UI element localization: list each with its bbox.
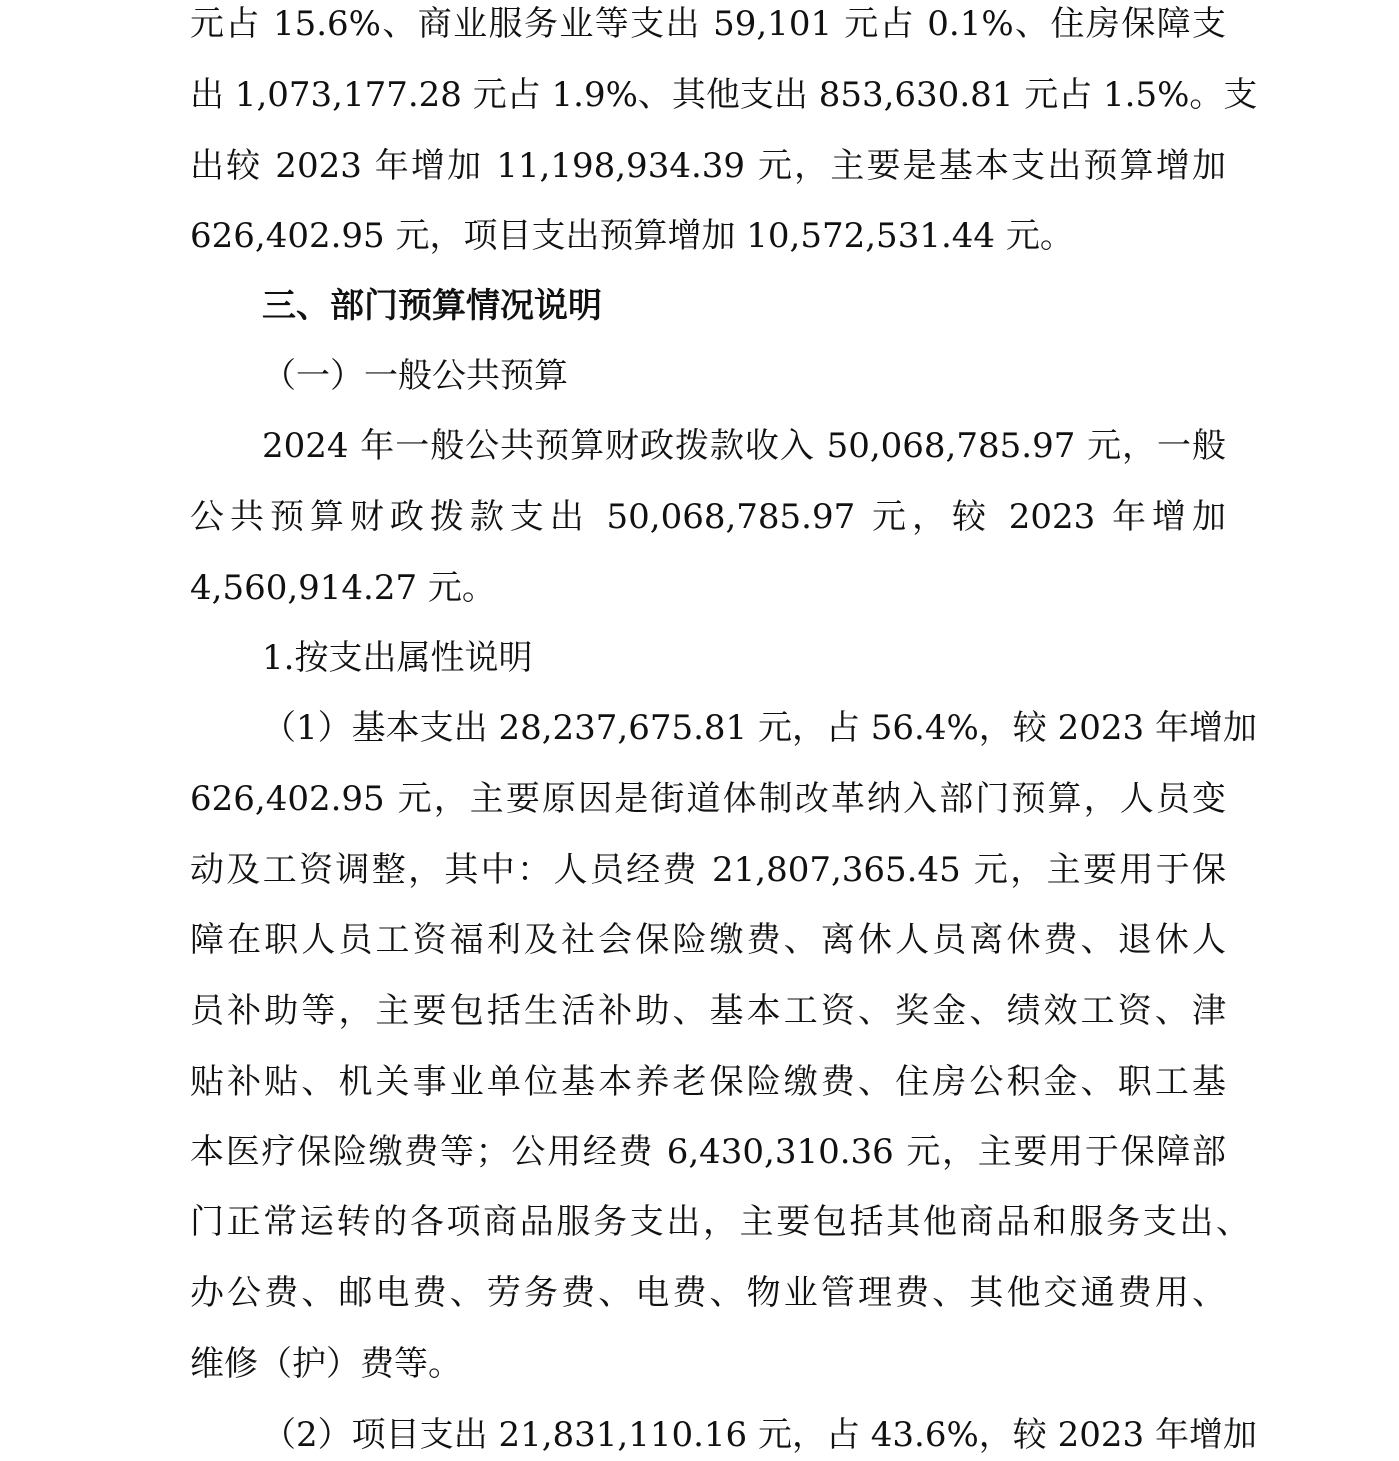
text-line-4: 626,402.95 元，项目支出预算增加 10,572,531.44 元。 — [190, 216, 1074, 256]
text-line-20: 维修（护）费等。 — [190, 1344, 462, 1384]
section-heading: 三、部门预算情况说明 — [262, 286, 602, 326]
text-line-2: 出 1,073,177.28 元占 1.9%、其他支出 853,630.81 元占 1.5%。支 — [190, 75, 1258, 115]
text-line-12: 626,402.95 元，主要原因是街道体制改革纳入部门预算，人员变 — [190, 779, 1226, 819]
text-line-3: 出较 2023 年增加 11,198,934.39 元，主要是基本支出预算增加 — [190, 146, 1226, 186]
subsection-heading: （一）一般公共预算 — [262, 356, 568, 396]
text-line-19: 办公费、邮电费、劳务费、电费、物业管理费、其他交通费用、 — [190, 1273, 1226, 1313]
text-line-11: （1）基本支出 28,237,675.81 元，占 56.4%，较 2023 年增加 — [262, 708, 1257, 748]
text-line-8: 公共预算财政拨款支出 50,068,785.97 元，较 2023 年增加 — [190, 497, 1226, 537]
text-line-13: 动及工资调整，其中：人员经费 21,807,365.45 元，主要用于保 — [190, 850, 1226, 890]
text-line-9: 4,560,914.27 元。 — [190, 568, 496, 608]
text-line-16: 贴补贴、机关事业单位基本养老保险缴费、住房公积金、职工基 — [190, 1062, 1226, 1102]
text-line-14: 障在职人员工资福利及社会保险缴费、离休人员离休费、退休人 — [190, 920, 1226, 960]
text-line-1: 元占 15.6%、商业服务业等支出 59,101 元占 0.1%、住房保障支 — [190, 4, 1226, 44]
item-heading: 1.按支出属性说明 — [262, 638, 533, 678]
text-line-7: 2024 年一般公共预算财政拨款收入 50,068,785.97 元，一般 — [262, 426, 1226, 466]
text-line-17: 本医疗保险缴费等；公用经费 6,430,310.36 元，主要用于保障部 — [190, 1132, 1226, 1172]
text-line-15: 员补助等，主要包括生活补助、基本工资、奖金、绩效工资、津 — [190, 991, 1226, 1031]
text-line-18: 门正常运转的各项商品服务支出，主要包括其他商品和服务支出、 — [190, 1202, 1250, 1242]
text-line-21: （2）项目支出 21,831,110.16 元，占 43.6%，较 2023 年增加 — [262, 1415, 1257, 1455]
